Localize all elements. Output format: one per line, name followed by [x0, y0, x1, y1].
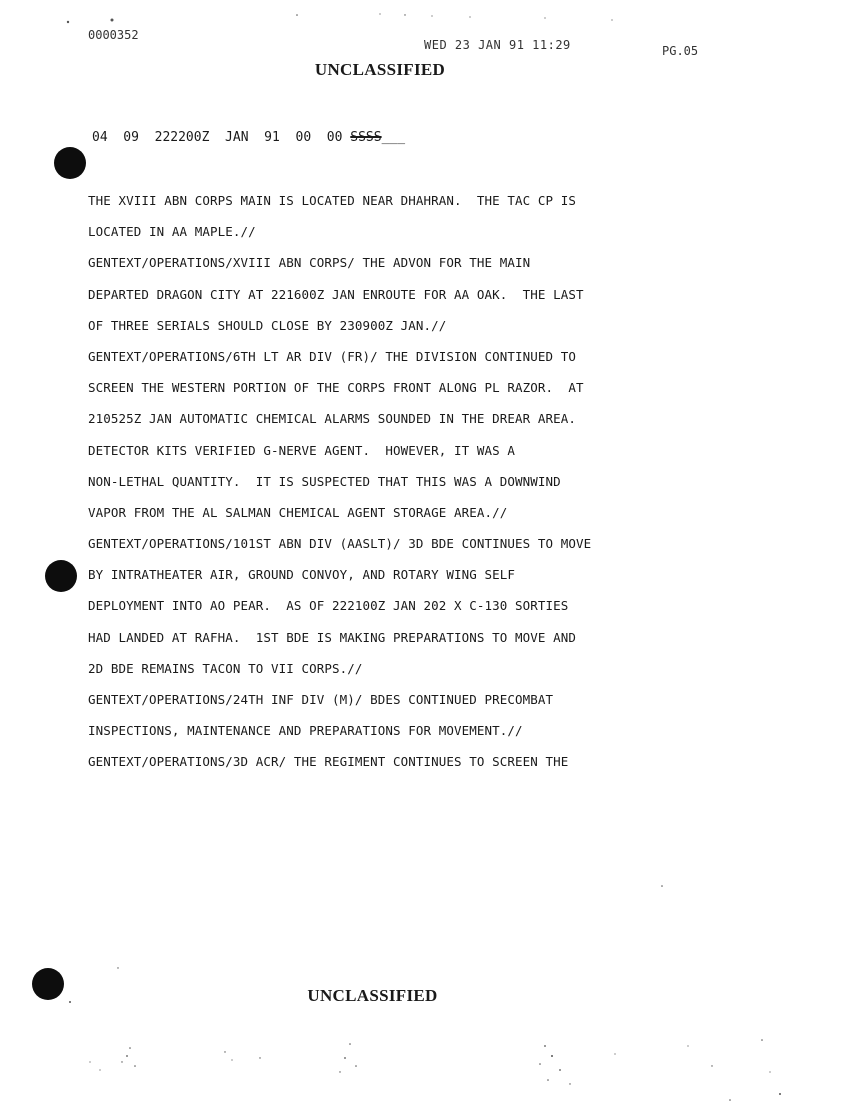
- classification-banner-bottom: UNCLASSIFIED: [307, 986, 438, 1005]
- message-line: HAD LANDED AT RAFHA. 1ST BDE IS MAKING PREPARATIONS TO MOVE AND: [88, 629, 577, 645]
- fax-timestamp: WED 23 JAN 91 11:29: [424, 38, 571, 52]
- page-number: PG.05: [662, 44, 699, 58]
- message-line: THE XVIII ABN CORPS MAIN IS LOCATED NEAR DHAHRAN. THE TAC CP IS: [88, 193, 577, 208]
- message-line: OF THREE SERIALS SHOULD CLOSE BY 230900Z JAN.//: [88, 317, 447, 333]
- punch-hole-top: [54, 147, 86, 179]
- message-line: GENTEXT/OPERATIONS/6TH LT AR DIV (FR)/ THE DIVISION CONTINUED TO: [88, 348, 577, 364]
- message-line: NON-LETHAL QUANTITY. IT IS SUSPECTED THAT THIS WAS A DOWNWIND: [88, 473, 561, 489]
- message-line: GENTEXT/OPERATIONS/XVIII ABN CORPS/ THE ADVON FOR THE MAIN: [88, 255, 531, 271]
- message-line: 2D BDE REMAINS TACON TO VII CORPS.//: [88, 660, 363, 676]
- classification-banner-top: UNCLASSIFIED: [314, 60, 446, 79]
- message-line: DETECTOR KITS VERIFIED G-NERVE AGENT. HOWEVER, IT WAS A: [88, 442, 516, 458]
- message-body: [88, 191, 728, 784]
- message-line: DEPLOYMENT INTO AO PEAR. AS OF 222100Z JAN 202 X C-130 SORTIES: [88, 598, 569, 614]
- message-dtg-line: [92, 130, 405, 145]
- message-line: GENTEXT/OPERATIONS/24TH INF DIV (M)/ BDES CONTINUED PRECOMBAT: [88, 692, 554, 707]
- dtg-struck-text: SSSS: [350, 130, 382, 145]
- punch-hole-middle: [45, 560, 77, 592]
- message-line: BY INTRATHEATER AIR, GROUND CONVOY, AND ROTARY WING SELF: [88, 567, 516, 583]
- message-line: VAPOR FROM THE AL SALMAN CHEMICAL AGENT STORAGE AREA.//: [88, 504, 508, 520]
- message-line: 210525Z JAN AUTOMATIC CHEMICAL ALARMS SOUNDED IN THE DREAR AREA.: [88, 411, 577, 427]
- dtg-strike-trail: ___: [381, 130, 406, 145]
- message-line: INSPECTIONS, MAINTENANCE AND PREPARATIONS FOR MOVEMENT.//: [88, 723, 523, 739]
- document-id: 0000352: [88, 28, 139, 42]
- message-line: LOCATED IN AA MAPLE.//: [88, 224, 256, 240]
- punch-hole-bottom: [32, 968, 64, 1000]
- message-line: DEPARTED DRAGON CITY AT 221600Z JAN ENROUTE FOR AA OAK. THE LAST: [88, 286, 584, 302]
- message-line: SCREEN THE WESTERN PORTION OF THE CORPS FRONT ALONG PL RAZOR. AT: [88, 380, 584, 396]
- message-line: GENTEXT/OPERATIONS/101ST ABN DIV (AASLT)/ 3D BDE CONTINUES TO MOVE: [88, 536, 592, 552]
- message-line: GENTEXT/OPERATIONS/3D ACR/ THE REGIMENT CONTINUES TO SCREEN THE: [88, 754, 569, 770]
- dtg-text: 04 09 222200Z JAN 91 00 00: [92, 130, 351, 145]
